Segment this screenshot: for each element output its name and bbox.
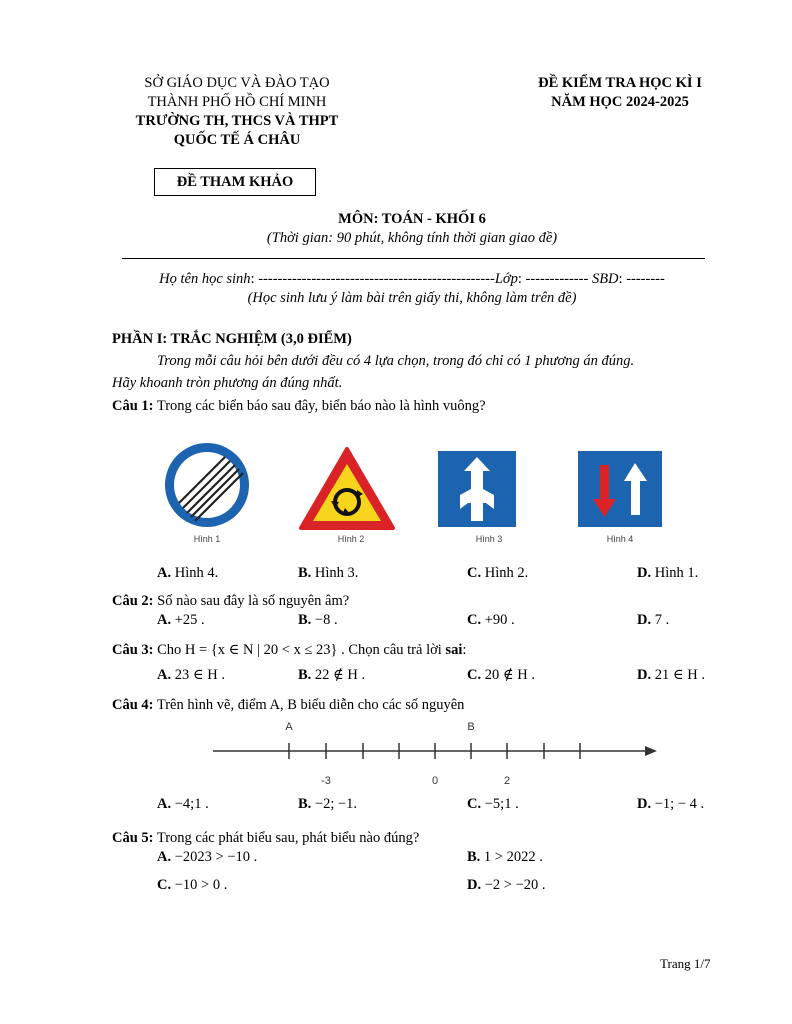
q5-label: Câu 5: <box>112 830 154 846</box>
option-label: C. <box>467 612 482 628</box>
q3-label: Câu 3: <box>112 642 154 658</box>
question-3 <box>112 641 466 660</box>
q4-option-b[interactable] <box>298 795 357 814</box>
sbd-label: SBD <box>591 271 619 287</box>
class-label: Lớp <box>494 271 518 287</box>
q2-option-d[interactable] <box>637 611 669 630</box>
sign-2-roundabout-icon <box>298 446 396 532</box>
option-text: Hình 2. <box>481 565 529 581</box>
q3-option-d[interactable] <box>637 666 705 685</box>
part1-title: PHẦN I: TRẮC NGHIỆM (3,0 ĐIỂM) <box>112 331 352 347</box>
option-label: B. <box>298 565 312 581</box>
option-text: 21 ∈ H . <box>651 667 705 683</box>
option-text: 7 . <box>651 612 670 628</box>
q1-option-a[interactable] <box>157 564 218 583</box>
q3-text-bold: sai <box>445 642 463 658</box>
sign-4-caption: Hình 4 <box>606 534 634 544</box>
option-label: D. <box>467 877 482 893</box>
q1-options <box>0 564 792 584</box>
student-line <box>112 270 712 289</box>
option-label: B. <box>298 612 312 628</box>
option-text: Hình 1. <box>651 565 699 581</box>
q3-options <box>0 666 792 686</box>
exam-title: ĐỀ KIỂM TRA HỌC KÌ I <box>538 75 702 91</box>
option-text: +25 . <box>171 612 205 628</box>
q4-options <box>0 795 792 815</box>
part1-instruction-2: Hãy khoanh tròn phương án đúng nhất. <box>112 375 343 391</box>
reference-label: ĐỀ THAM KHẢO <box>154 168 316 196</box>
sign-2-caption: Hình 2 <box>337 534 365 544</box>
tick-label-2: 2 <box>503 775 511 787</box>
header-left <box>112 74 362 150</box>
option-label: C. <box>467 667 482 683</box>
option-label: D. <box>637 796 652 812</box>
sign-3-arrow-icon <box>438 451 516 527</box>
subject-title: MÔN: TOÁN - KHỐI 6 <box>338 211 486 227</box>
option-label: D. <box>637 612 652 628</box>
q5-options-row-2 <box>0 876 792 896</box>
q4-label: Câu 4: <box>112 697 154 713</box>
option-text: 20 ∉ H . <box>481 667 535 683</box>
option-text: −2 > −20 . <box>481 877 546 893</box>
subject-block <box>112 210 712 248</box>
q1-label: Câu 1: <box>112 398 154 414</box>
q4-text: Trên hình vẽ, điểm A, B biểu diễn cho các số nguyên <box>153 697 465 713</box>
option-label: A. <box>157 612 172 628</box>
q5-option-c[interactable] <box>157 876 227 895</box>
option-label: B. <box>298 667 312 683</box>
option-text: Hình 4. <box>171 565 219 581</box>
q2-label: Câu 2: <box>112 593 154 609</box>
time-note: (Thời gian: 90 phút, không tính thời gian giao đề) <box>266 230 558 246</box>
option-text: −1; − 4 . <box>651 796 705 812</box>
option-text: 22 ∉ H . <box>311 667 366 683</box>
q5-option-d[interactable] <box>467 876 546 895</box>
q3-option-c[interactable] <box>467 666 535 685</box>
sign-1-caption: Hình 1 <box>193 534 221 544</box>
question-5 <box>112 829 419 848</box>
q1-option-b[interactable] <box>298 564 358 583</box>
option-text: −5;1 . <box>481 796 519 812</box>
option-label: C. <box>467 796 482 812</box>
sign-3-caption: Hình 3 <box>475 534 503 544</box>
option-label: A. <box>157 849 172 865</box>
option-text: −4;1 . <box>171 796 209 812</box>
school-line-2: QUỐC TẾ Á CHÂU <box>173 132 301 148</box>
q1-text: Trong các biển báo sau đây, biển báo nào là hình vuông? <box>153 398 486 414</box>
sbd-dashes: : -------- <box>618 271 665 287</box>
point-b-label: B <box>467 721 475 733</box>
q3-option-a[interactable] <box>157 666 225 685</box>
option-text: 1 > 2022 . <box>480 849 543 865</box>
q5-option-b[interactable] <box>467 848 543 867</box>
option-text: −2023 > −10 . <box>171 849 258 865</box>
option-label: A. <box>157 565 172 581</box>
student-info <box>112 270 712 308</box>
q2-option-b[interactable] <box>298 611 338 630</box>
department-line-2: THÀNH PHỐ HỒ CHÍ MINH <box>147 94 327 110</box>
q3-text: Cho H = {x ∈ N | 20 < x ≤ 23} . Chọn câu trả lời <box>153 642 446 658</box>
name-dashes: : ------------------------------------------------- <box>250 271 495 287</box>
name-label: Họ tên học sinh <box>159 271 251 287</box>
divider-line <box>122 258 705 259</box>
q2-option-c[interactable] <box>467 611 515 630</box>
option-text: −2; −1. <box>311 796 358 812</box>
department-line-1: SỞ GIÁO DỤC VÀ ĐÀO TẠO <box>144 75 330 91</box>
q4-option-a[interactable] <box>157 795 209 814</box>
header-right <box>520 74 720 112</box>
q5-options-row-1 <box>0 848 792 868</box>
school-line-1: TRƯỜNG TH, THCS VÀ THPT <box>135 113 339 129</box>
option-label: A. <box>157 667 172 683</box>
q1-option-c[interactable] <box>467 564 528 583</box>
q5-text: Trong các phát biểu sau, phát biểu nào đúng? <box>153 830 420 846</box>
q2-option-a[interactable] <box>157 611 205 630</box>
option-label: D. <box>637 667 652 683</box>
q4-option-c[interactable] <box>467 795 519 814</box>
q3-text-post: : <box>462 642 467 658</box>
number-line-arrow-icon <box>645 746 657 756</box>
page-number: Trang 1/7 <box>660 956 711 971</box>
option-text: −10 > 0 . <box>171 877 228 893</box>
option-label: C. <box>467 565 482 581</box>
tick-label-0: 0 <box>431 775 439 787</box>
point-a-label: A <box>285 721 293 733</box>
option-label: A. <box>157 796 172 812</box>
q4-option-d[interactable] <box>637 795 704 814</box>
option-label: C. <box>157 877 172 893</box>
option-text: −8 . <box>311 612 338 628</box>
option-text: Hình 3. <box>311 565 359 581</box>
class-dashes: : ------------- <box>517 271 589 287</box>
q3-option-b[interactable] <box>298 666 365 685</box>
question-4 <box>112 696 464 715</box>
option-text: +90 . <box>481 612 515 628</box>
tick-label-minus-3: -3 <box>321 775 331 787</box>
q2-options <box>0 611 792 631</box>
option-label: D. <box>637 565 652 581</box>
q2-text: Số nào sau đây là số nguyên âm? <box>153 593 350 609</box>
option-text: 23 ∈ H . <box>171 667 225 683</box>
school-year: NĂM HỌC 2024-2025 <box>551 94 689 110</box>
sign-1-end-restriction-icon <box>163 441 251 529</box>
question-1 <box>112 397 486 416</box>
q5-option-a[interactable] <box>157 848 257 867</box>
number-line <box>205 716 665 792</box>
question-2 <box>112 592 349 611</box>
q1-option-d[interactable] <box>637 564 698 583</box>
option-label: B. <box>298 796 312 812</box>
student-note: (Học sinh lưu ý làm bài trên giấy thi, không làm trên đề) <box>247 290 577 306</box>
sign-4-priority-icon <box>578 451 662 527</box>
part1-instruction-1: Trong mỗi câu hỏi bên dưới đều có 4 lựa chọn, trong đó chỉ có 1 phương án đúng. <box>157 353 635 369</box>
option-label: B. <box>467 849 481 865</box>
